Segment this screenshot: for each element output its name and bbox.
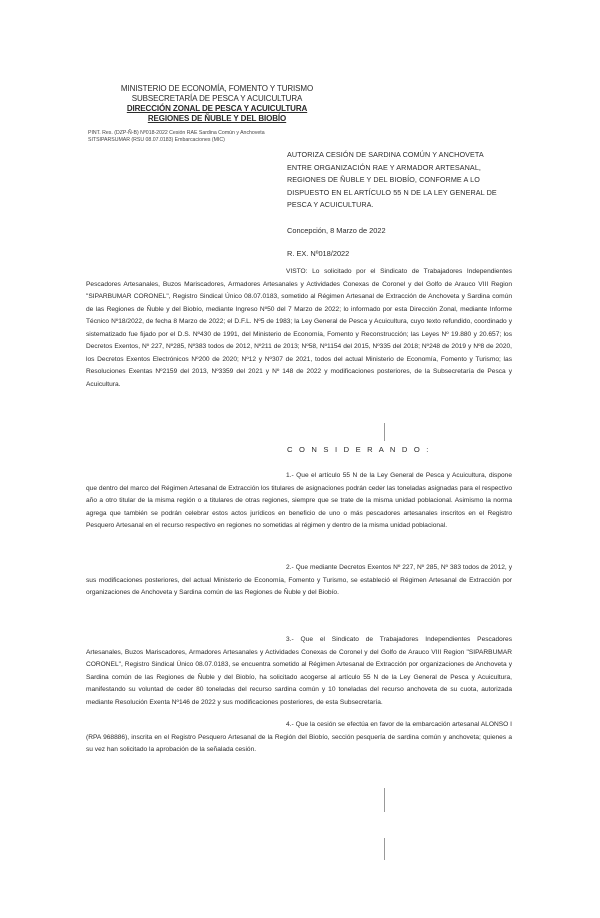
margin-mark [384, 423, 385, 441]
considerando-heading: C O N S I D E R A N D O : [287, 445, 431, 454]
visto-paragraph [86, 266, 512, 391]
resolution-subject [287, 149, 513, 212]
regions-name: REGIONES DE ÑUBLE Y DEL BIOBÍO [147, 114, 287, 123]
considerando-2 [86, 562, 512, 600]
considerando-text: 3.- Que el Sindicato de Trabajadores Independientes Pescadores Artesanales, Buzos Mariscadores, Armadores Artesanales y Actividades Conexas de Coronel y del Golfo de Arauco VIII Region "SIPARBUMAR CORONEL", Registro Sindical Único 08.07.0183, se encuentra sometido al Régimen Artesanal de Extracción por organizaciones de Anchoveta y Sardina común de las Regiones de Ñuble y del Biobío, ha solicitado acogerse al artículo 55 N de la Ley General de Pesca y Acuicultura, manifestando su voluntad de ceder 80 toneladas del recurso sardina común y 10 toneladas del recurso anchoveta de su cuota, autorizada mediante Resolución Exenta Nº146 de 2022 y sus modificaciones posteriores, de esta Subsecretaría. [86, 636, 512, 706]
subject-line: ENTRE ORGANIZACIÓN RAE Y ARMADOR ARTESANAL, [287, 162, 482, 172]
reference-line-2: SITSIPARSUMAR (RSU 08.07.0183) Embarcaciones (MIC) [88, 137, 225, 143]
subject-line: DISPUESTO EN EL ARTÍCULO 55 N DE LA LEY GENERAL DE [287, 187, 497, 197]
considerando-text: 1.- Que el artículo 55 N de la Ley General de Pesca y Acuicultura, dispone que dentro del marco del Régimen Artesanal de Extracción los titulares de asignaciones podrán ceder las toneladas asignadas para el respectivo año a otro titular de la misma región o a titulares de otras regiones, siempre que se trate de la misma unidad poblacional. Asimismo la norma agrega que también se podrán celebrar estos actos jurídicos en beneficio de uno o más pescadores artesanales inscritos en el Registro Pesquero Artesanal en el recurso respectivo en regiones no sometidas al régimen y dentro de la misma unidad poblacional. [86, 472, 512, 529]
resolution-number: R. EX. Nº018/2022 [287, 249, 350, 258]
margin-mark [384, 838, 385, 860]
considerando-text: 4.- Que la cesión se efectúa en favor de la embarcación artesanal ALONSO I (RPA 968886), inscrita en el Registro Pesquero Artesanal de la Región del Biobío, sección pesquería de sardina común y anchoveta; quienes a su vez han solicitado la aprobación de la señalada cesión. [86, 721, 512, 753]
ministry-name: MINISTERIO DE ECONOMÍA, FOMENTO Y TURISMO [120, 84, 314, 93]
institution-header [92, 84, 342, 124]
subject-line: AUTORIZA CESIÓN DE SARDINA COMÚN Y ANCHOVETA [287, 150, 484, 159]
resolution-date: Concepción, 8 Marzo de 2022 [287, 226, 386, 235]
zonal-direction-name: DIRECCIÓN ZONAL DE PESCA Y ACUICULTURA [126, 104, 308, 113]
reference-line-1: PINT. Res. (DZP-Ñ-B) Nº018-2022 Cesión RAE Sardina Común y Anchoveta [88, 130, 265, 136]
considerando-4 [86, 719, 512, 757]
margin-mark [384, 788, 385, 812]
considerando-1 [86, 470, 512, 533]
reference-note [88, 130, 288, 144]
considerando-3 [86, 634, 512, 709]
subject-line: PESCA Y ACUICULTURA. [287, 200, 374, 209]
subsecretariat-name: SUBSECRETARÍA DE PESCA Y ACUICULTURA [131, 94, 303, 103]
considerando-text: 2.- Que mediante Decretos Exentos Nº 227, Nº 285, Nº 383 todos de 2012, y sus modificaciones posteriores, del actual Ministerio de Economía, Fomento y Turismo, se estableció el Régimen Artesanal de Extracción por organizaciones de Anchoveta y Sardina común de las Regiones de Ñuble y del Biobío. [86, 564, 512, 596]
visto-text: VISTO: Lo solicitado por el Sindicato de Trabajadores Independientes Pescadores Artesanales, Buzos Mariscadores, Armadores Artesanales y Actividades Conexas de Coronel y del Golfo de Arauco VIII Region "SIPARBUMAR CORONEL", Registro Sindical Único 08.07.0183, sometido al Régimen Artesanal de Extracción de Anchoveta y Sardina común de las Regiones de Ñuble y del Biobío, mediante Ingreso Nº50 del 7 Marzo de 2022; lo informado por esta Dirección Zonal, mediante Informe Técnico Nº18/2022, de fecha 8 Marzo de 2022; el D.F.L. Nº5 de 1983; la Ley General de Pesca y Acuicultura, cuyo texto refundido, coordinado y sistematizado fue fijado por el D.S. Nº430 de 1991, del Ministerio de Economía, Fomento y Reconstrucción; las Leyes Nº 19.880 y 20.657; los Decretos Exentos, Nº 227, Nº285, Nº383 todos de 2012, Nº211 de 2013; Nº58, Nº1154 del 2015, Nº335 del 2018; Nº248 de 2019 y Nº8 de 2020, los Decretos Exentos Electrónicos Nº200 de 2020; Nº12 y Nº307 de 2021, todos del actual Ministerio de Economía, Fomento y Turismo; las Resoluciones Exentas Nº2159 del 2013, Nº3359 del 2021 y Nº 148 de 2022 y modificaciones posteriores, de la Subsecretaría de Pesca y Acuicultura. [86, 268, 512, 388]
subject-line: REGIONES DE ÑUBLE Y DEL BIOBÍO, CONFORME A LO [287, 175, 480, 184]
